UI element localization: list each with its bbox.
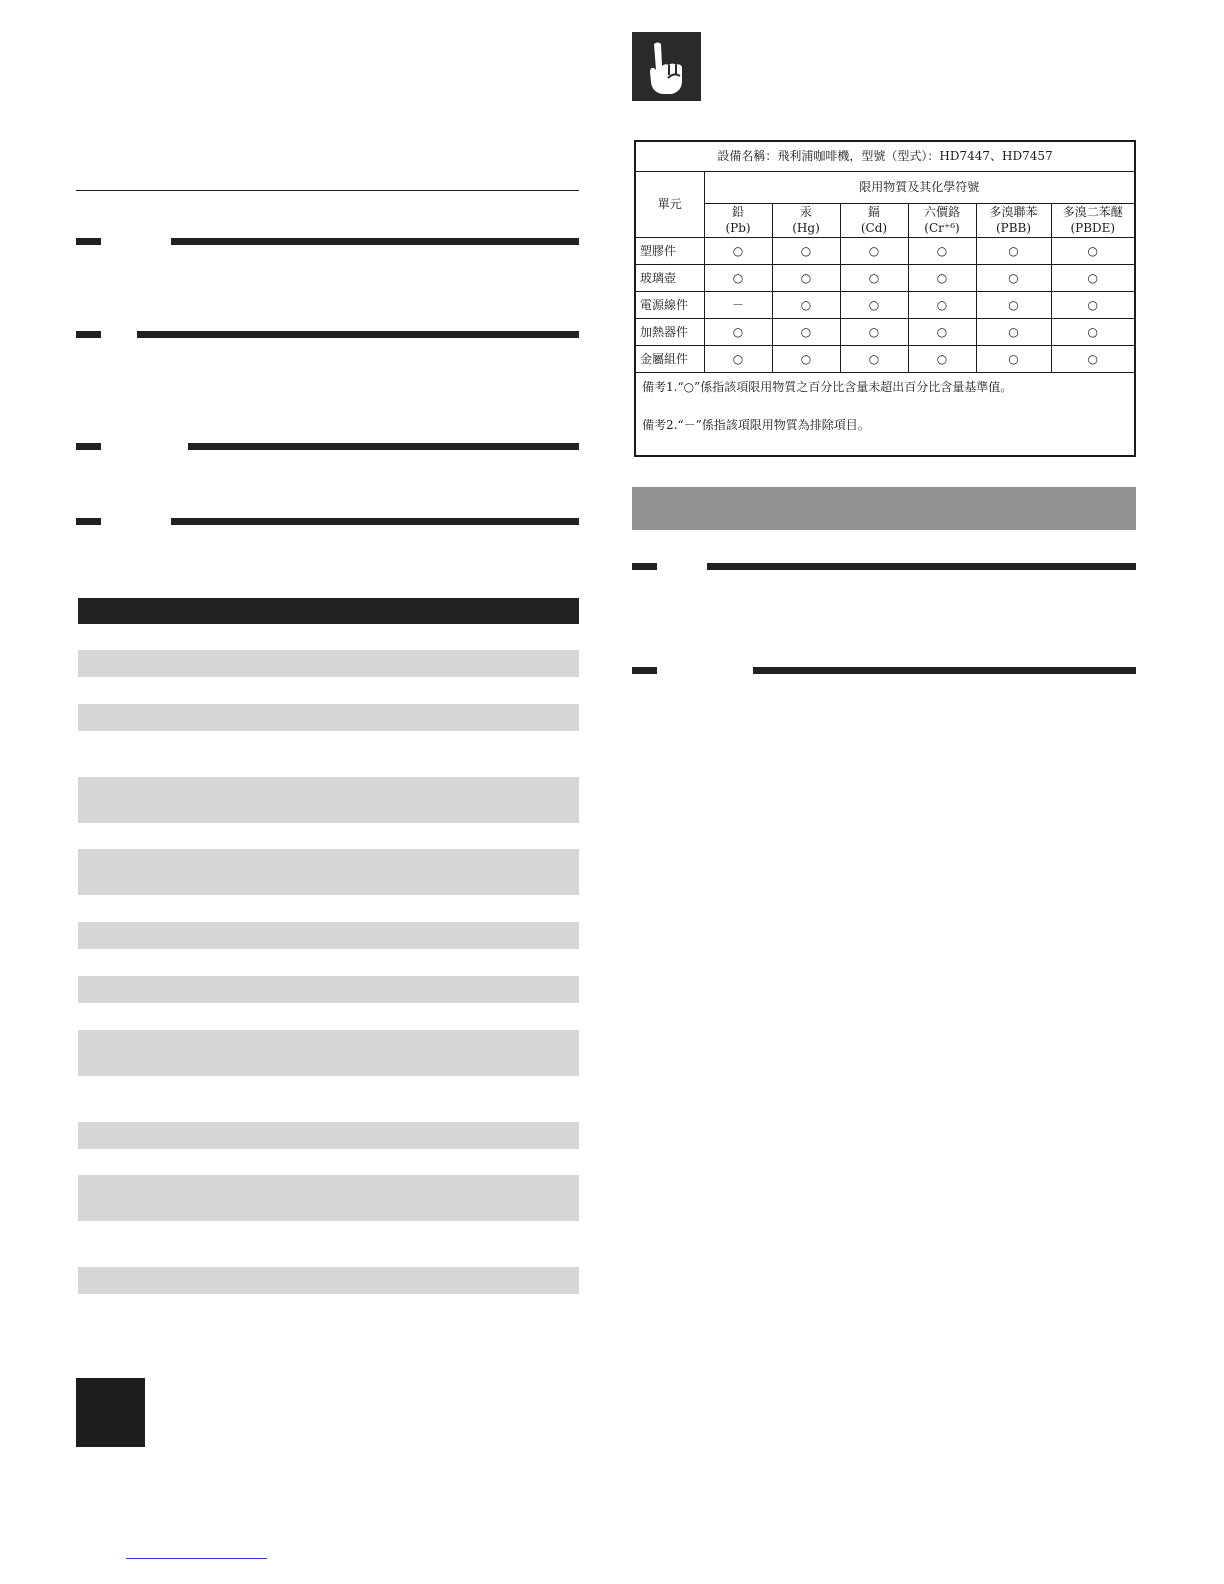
table-row bbox=[78, 704, 579, 731]
value-cell: ○ bbox=[772, 345, 840, 372]
table-notes bbox=[635, 372, 1135, 456]
value-cell: ○ bbox=[976, 318, 1051, 345]
value-cell: ○ bbox=[772, 264, 840, 291]
table-row bbox=[78, 1175, 579, 1221]
value-cell: ○ bbox=[976, 291, 1051, 318]
value-cell: ○ bbox=[908, 237, 976, 264]
unit-cell: 加熱器件 bbox=[635, 318, 704, 345]
value-cell: ○ bbox=[840, 345, 908, 372]
value-cell: ○ bbox=[772, 237, 840, 264]
column-header: 鎘 (Cd) bbox=[840, 203, 908, 237]
table-row bbox=[78, 650, 579, 677]
section-rule bbox=[171, 518, 579, 525]
table-row bbox=[78, 1267, 579, 1294]
table-header-band bbox=[78, 598, 579, 624]
section-band bbox=[632, 487, 1136, 530]
page-tab-block bbox=[76, 1378, 145, 1447]
value-cell: ○ bbox=[840, 264, 908, 291]
value-cell: － bbox=[704, 291, 772, 318]
column-header: 多溴二苯醚 (PBDE) bbox=[1051, 203, 1135, 237]
table-row bbox=[78, 849, 579, 895]
column-header: 汞 (Hg) bbox=[772, 203, 840, 237]
value-cell: ○ bbox=[1051, 237, 1135, 264]
section-rule bbox=[707, 563, 1136, 570]
top-divider bbox=[76, 190, 579, 191]
hand-icon bbox=[632, 32, 701, 101]
table-row bbox=[635, 345, 1135, 372]
table-row bbox=[78, 777, 579, 823]
section-marker bbox=[632, 667, 657, 674]
value-cell: ○ bbox=[1051, 291, 1135, 318]
table-row bbox=[635, 264, 1135, 291]
section-rule bbox=[188, 443, 579, 450]
section-rule bbox=[137, 331, 579, 338]
table-row bbox=[78, 1030, 579, 1076]
section-rule bbox=[753, 667, 1136, 674]
table-row bbox=[78, 976, 579, 1003]
section-rule bbox=[171, 238, 579, 245]
value-cell: ○ bbox=[704, 237, 772, 264]
table-row bbox=[635, 291, 1135, 318]
unit-cell: 玻璃壺 bbox=[635, 264, 704, 291]
value-cell: ○ bbox=[772, 318, 840, 345]
table-row bbox=[635, 318, 1135, 345]
value-cell: ○ bbox=[908, 291, 976, 318]
value-cell: ○ bbox=[840, 291, 908, 318]
unit-cell: 電源線件 bbox=[635, 291, 704, 318]
column-header: 鉛 (Pb) bbox=[704, 203, 772, 237]
table-row bbox=[635, 237, 1135, 264]
section-marker bbox=[76, 443, 101, 450]
value-cell: ○ bbox=[908, 345, 976, 372]
value-cell: ○ bbox=[908, 264, 976, 291]
column-header: 多溴聯苯 (PBB) bbox=[976, 203, 1051, 237]
value-cell: ○ bbox=[704, 318, 772, 345]
substance-header: 限用物質及其化學符號 bbox=[704, 171, 1135, 203]
section-marker bbox=[76, 331, 101, 338]
value-cell: ○ bbox=[1051, 264, 1135, 291]
value-cell: ○ bbox=[840, 318, 908, 345]
value-cell: ○ bbox=[976, 237, 1051, 264]
value-cell: ○ bbox=[976, 345, 1051, 372]
unit-header: 單元 bbox=[635, 171, 704, 237]
section-marker bbox=[76, 238, 101, 245]
table-row bbox=[78, 922, 579, 949]
column-header: 六價鉻 (Cr⁺⁶) bbox=[908, 203, 976, 237]
value-cell: ○ bbox=[908, 318, 976, 345]
note-2: 備考2.“－”係指該項限用物質為排除項目。 bbox=[642, 417, 870, 432]
unit-cell: 塑膠件 bbox=[635, 237, 704, 264]
link-underline[interactable] bbox=[126, 1558, 267, 1559]
value-cell: ○ bbox=[704, 345, 772, 372]
value-cell: ○ bbox=[1051, 345, 1135, 372]
table-title: 設備名稱：飛利浦咖啡機，型號（型式）：HD7447、HD7457 bbox=[635, 141, 1135, 171]
table-row bbox=[78, 1122, 579, 1149]
note-1: 備考1.“○”係指該項限用物質之百分比含量未超出百分比含量基準值。 bbox=[642, 379, 1013, 394]
section-marker bbox=[76, 518, 101, 525]
value-cell: ○ bbox=[704, 264, 772, 291]
value-cell: ○ bbox=[840, 237, 908, 264]
section-marker bbox=[632, 563, 657, 570]
value-cell: ○ bbox=[976, 264, 1051, 291]
value-cell: ○ bbox=[772, 291, 840, 318]
value-cell: ○ bbox=[1051, 318, 1135, 345]
unit-cell: 金屬組件 bbox=[635, 345, 704, 372]
hazardous-substances-table bbox=[634, 140, 1136, 457]
